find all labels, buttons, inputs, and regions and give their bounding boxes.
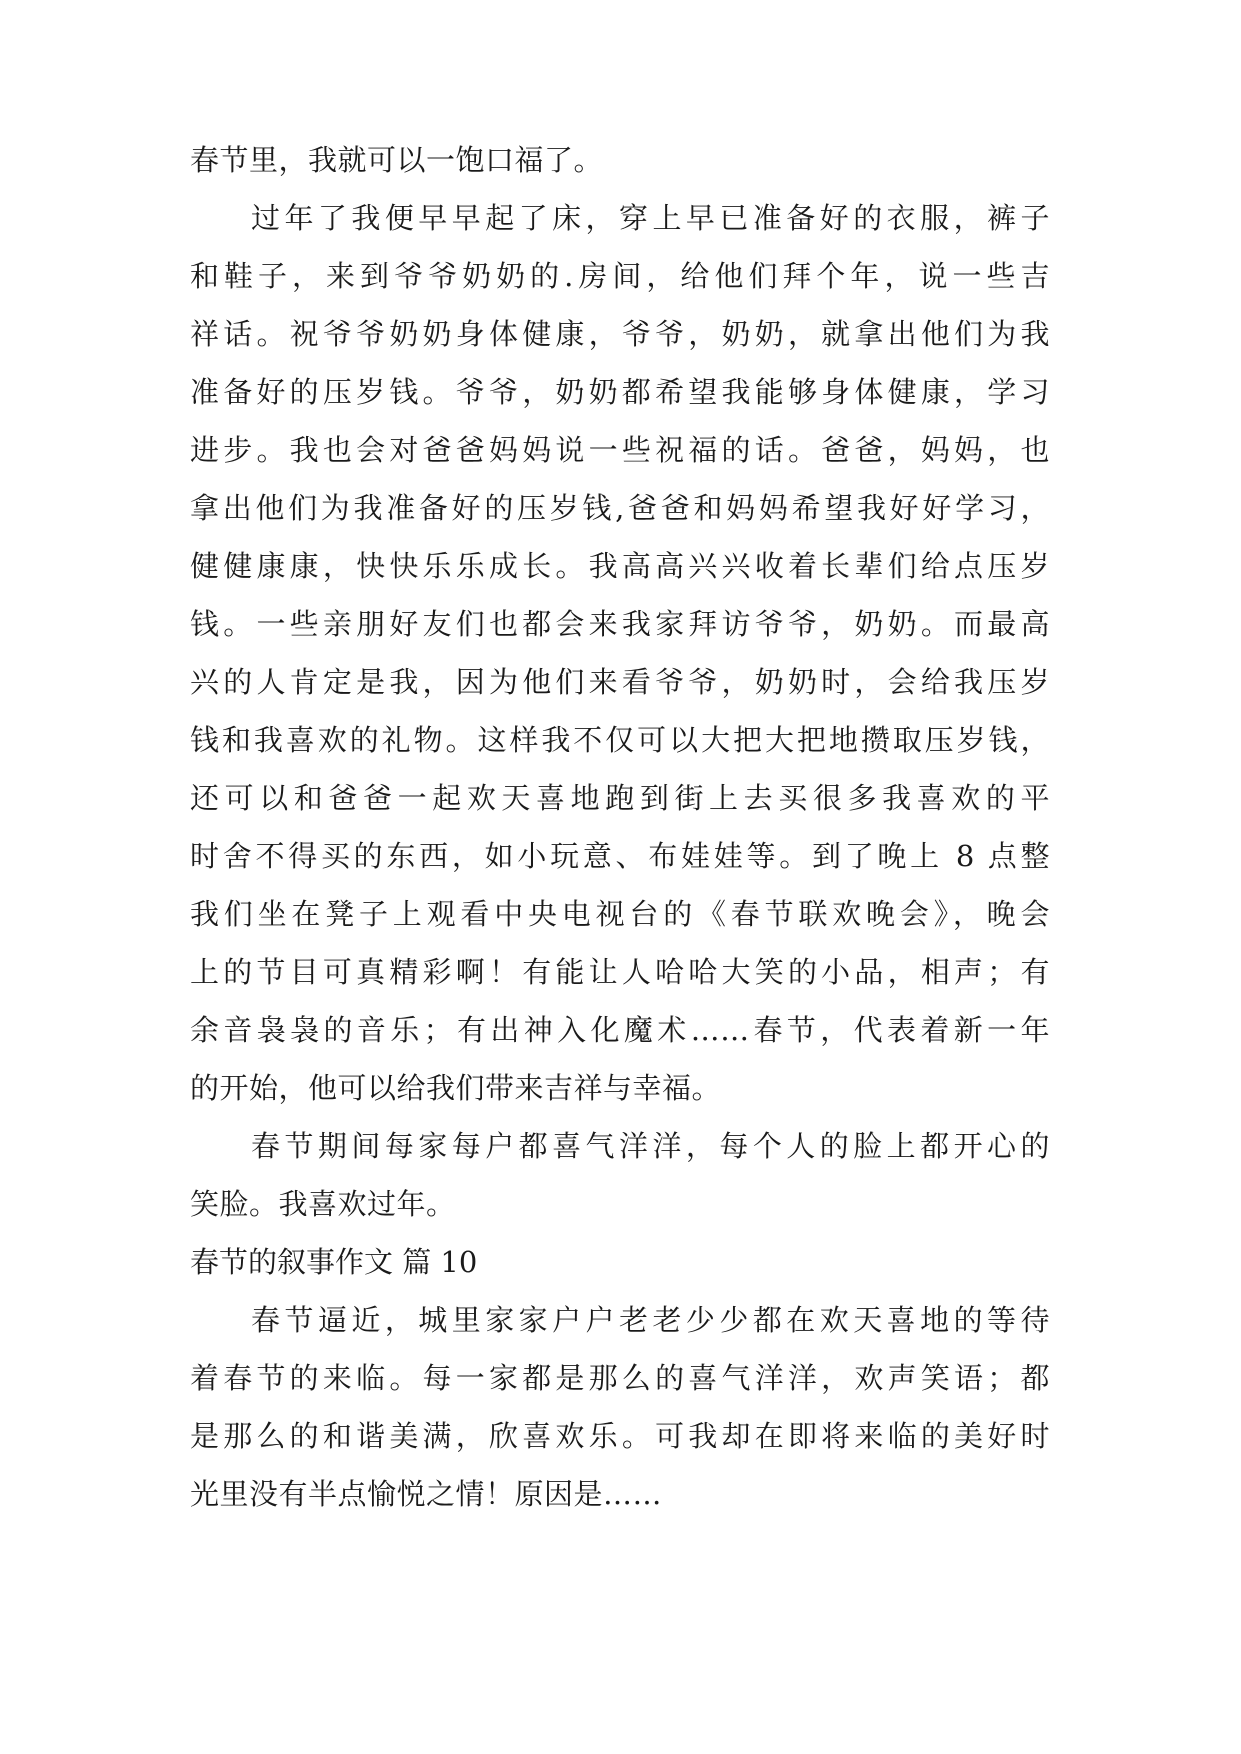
text-line: 是那么的和谐美满，欣喜欢乐。可我却在即将来临的美好时 — [190, 1419, 1050, 1453]
text-line: 春节逼近，城里家家户户老老少少都在欢天喜地的等待 — [251, 1303, 1050, 1337]
text-line: 春节期间每家每户都喜气洋洋，每个人的脸上都开心的 — [251, 1129, 1050, 1163]
text-line: 还可以和爸爸一起欢天喜地跑到街上去买很多我喜欢的平 — [190, 781, 1050, 815]
text-line: 祥话。祝爷爷奶奶身体健康，爷爷，奶奶，就拿出他们为我 — [190, 317, 1050, 351]
text-line: 进步。我也会对爸爸妈妈说一些祝福的话。爸爸，妈妈，也 — [190, 433, 1050, 467]
text-line: 余音袅袅的音乐；有出神入化魔术……春节，代表着新一年 — [190, 1013, 1050, 1047]
text-line: 春节里，我就可以一饱口福了。 — [190, 143, 604, 177]
text-line: 我们坐在凳子上观看中央电视台的《春节联欢晚会》，晚会 — [190, 897, 1050, 931]
text-line: 笑脸。我喜欢过年。 — [190, 1187, 456, 1221]
text-line: 兴的人肯定是我，因为他们来看爷爷，奶奶时，会给我压岁 — [190, 665, 1050, 699]
section-heading: 春节的叙事作文 篇 10 — [190, 1245, 478, 1279]
text-line: 和鞋子，来到爷爷奶奶的.房间，给他们拜个年，说一些吉 — [190, 259, 1050, 293]
text-line: 健健康康，快快乐乐成长。我高高兴兴收着长辈们给点压岁 — [190, 549, 1050, 583]
text-line: 拿出他们为我准备好的压岁钱,爸爸和妈妈希望我好好学习， — [190, 491, 1050, 525]
text-line: 时舍不得买的东西，如小玩意、布娃娃等。到了晚上 8 点整 — [190, 839, 1050, 873]
text-line: 着春节的来临。每一家都是那么的喜气洋洋，欢声笑语；都 — [190, 1361, 1050, 1395]
text-line: 钱。一些亲朋好友们也都会来我家拜访爷爷，奶奶。而最高 — [190, 607, 1050, 641]
text-line: 准备好的压岁钱。爷爷，奶奶都希望我能够身体健康，学习 — [190, 375, 1050, 409]
text-line: 过年了我便早早起了床，穿上早已准备好的衣服，裤子 — [251, 201, 1050, 235]
text-line: 钱和我喜欢的礼物。这样我不仅可以大把大把地攒取压岁钱， — [190, 723, 1050, 757]
text-line: 的开始，他可以给我们带来吉祥与幸福。 — [190, 1071, 722, 1105]
text-line: 上的节目可真精彩啊！有能让人哈哈大笑的小品，相声；有 — [190, 955, 1050, 989]
text-line: 光里没有半点愉悦之情！原因是…… — [190, 1477, 663, 1511]
